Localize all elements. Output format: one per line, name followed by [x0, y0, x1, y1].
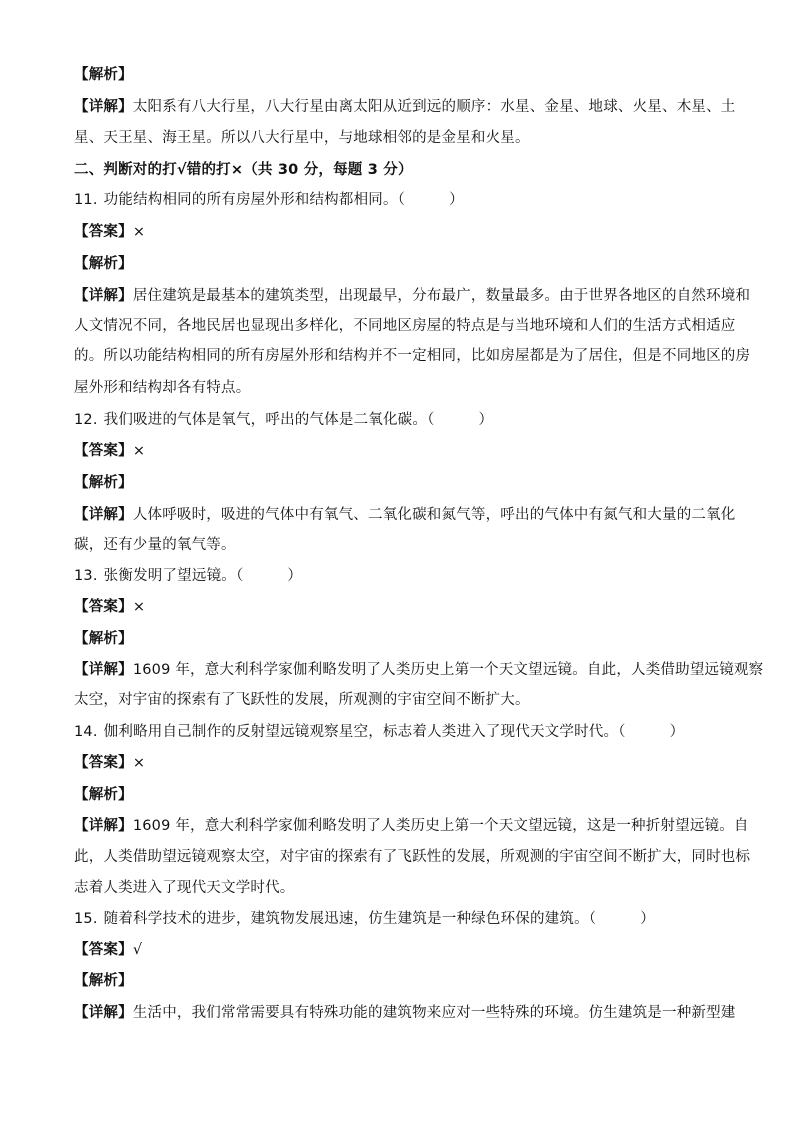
- detail-text: 星、天王星、海王星。所以八大行星中，与地球相邻的是金星和火星。: [74, 130, 530, 146]
- question-text: 随着科学技术的进步，建筑物发展迅速，仿生建筑是一种绿色环保的建筑。（: [103, 911, 597, 927]
- analysis-label: 【解析】: [74, 256, 133, 272]
- detail-line: [74, 378, 734, 398]
- detail-line: [74, 878, 734, 898]
- detail-line: [74, 690, 734, 710]
- detail-label: 【详解】: [74, 507, 133, 523]
- answer-label: 【答案】: [74, 755, 133, 771]
- detail-line: [74, 316, 734, 336]
- detail-line: [74, 346, 751, 366]
- answer-line: [74, 753, 734, 773]
- question-close: ）: [287, 568, 303, 584]
- answer-mark: √: [132, 942, 143, 958]
- detail-line: [74, 505, 734, 525]
- question-number: 11.: [74, 192, 98, 208]
- question-text: 张衡发明了望远镜。（: [103, 568, 244, 584]
- analysis-label: 【解析】: [74, 973, 133, 989]
- answer-line: [74, 940, 734, 960]
- detail-text: 居住建筑是最基本的建筑类型，出现最早，分布最广，数量最多。由于世界各地区的自然环境和: [132, 288, 751, 304]
- detail-line: [74, 128, 734, 148]
- section-heading: 二、判断对的打√错的打×（共 30 分，每题 3 分）: [74, 162, 413, 178]
- answer-line: [74, 597, 734, 617]
- detail-text: 生活中，我们常常需要具有特殊功能的建筑物来应对一些特殊的环境。仿生建筑是一种新型建: [132, 1005, 736, 1021]
- detail-text: 屋外形和结构却各有特点。: [74, 380, 251, 396]
- detail-text: 志着人类进入了现代天文学时代。: [74, 880, 295, 896]
- detail-label: 【详解】: [74, 99, 133, 115]
- question-number: 13.: [74, 568, 98, 584]
- question-12: [74, 410, 734, 430]
- detail-line: [74, 1003, 734, 1023]
- answer-label: 【答案】: [74, 224, 133, 240]
- question-text: 伽利略用自己制作的反射望远镜观察星空，标志着人类进入了现代天文学时代。（: [103, 724, 626, 740]
- answer-mark: ×: [132, 224, 146, 240]
- detail-line: [74, 97, 734, 117]
- question-text: 我们吸进的气体是氧气，呼出的气体是二氧化碳。（: [103, 412, 435, 428]
- question-text: 功能结构相同的所有房屋外形和结构都相同。（: [103, 192, 406, 208]
- analysis-label: 【解析】: [74, 787, 133, 803]
- detail-text: 1609 年，意大利科学家伽利略发明了人类历史上第一个天文望远镜，这是一种折射望远镜。自: [132, 818, 749, 834]
- question-11: [74, 190, 734, 210]
- detail-text: 人文情况不同，各地民居也显现出多样化，不同地区房屋的特点是与当地环境和人们的生活方式相适应: [74, 318, 736, 334]
- detail-text: 人体呼吸时，吸进的气体中有氧气、二氧化碳和氮气等，呼出的气体中有氮气和大量的二氧化: [132, 507, 736, 523]
- answer-line: [74, 441, 734, 461]
- analysis-label: 【解析】: [74, 67, 133, 83]
- detail-line: [74, 286, 751, 306]
- question-close: ）: [640, 911, 655, 927]
- answer-mark: ×: [132, 443, 146, 459]
- detail-text: 太阳系有八大行星，八大行星由离太阳从近到远的顺序：水星、金星、地球、火星、木星、土: [132, 99, 736, 115]
- detail-line: [74, 816, 749, 836]
- question-number: 12.: [74, 412, 98, 428]
- question-close: ）: [449, 192, 464, 208]
- question-close: ）: [478, 412, 494, 428]
- analysis-label: 【解析】: [74, 475, 133, 491]
- answer-label: 【答案】: [74, 942, 133, 958]
- answer-label: 【答案】: [74, 443, 133, 459]
- detail-label: 【详解】: [74, 818, 133, 834]
- answer-label: 【答案】: [74, 599, 133, 615]
- answer-line: [74, 222, 734, 242]
- detail-text: 此，人类借助望远镜观察太空，对宇宙的探索有了飞跃性的发展，所观测的宇宙空间不断扩大，同时也标: [74, 849, 751, 865]
- detail-line: [74, 847, 751, 867]
- answer-mark: ×: [132, 599, 146, 615]
- question-number: 14.: [74, 724, 98, 740]
- detail-label: 【详解】: [74, 662, 133, 678]
- question-close: ）: [669, 724, 685, 740]
- question-13: [74, 566, 734, 586]
- detail-text: 太空，对宇宙的探索有了飞跃性的发展，所观测的宇宙空间不断扩大。: [74, 692, 530, 708]
- detail-line: [74, 660, 764, 680]
- detail-label: 【详解】: [74, 288, 133, 304]
- question-15: [74, 909, 734, 929]
- analysis-label: 【解析】: [74, 631, 133, 647]
- detail-text: 的。所以功能结构相同的所有房屋外形和结构并不一定相同，比如房屋都是为了居住，但是不同地区的房: [74, 348, 751, 364]
- answer-mark: ×: [132, 755, 146, 771]
- question-number: 15.: [74, 911, 98, 927]
- detail-text: 1609 年，意大利科学家伽利略发明了人类历史上第一个天文望远镜。自此，人类借助望远镜观察: [132, 662, 764, 678]
- detail-text: 碳，还有少量的氧气等。: [74, 537, 236, 553]
- question-14: [74, 722, 734, 742]
- detail-label: 【详解】: [74, 1005, 133, 1021]
- detail-line: [74, 535, 734, 555]
